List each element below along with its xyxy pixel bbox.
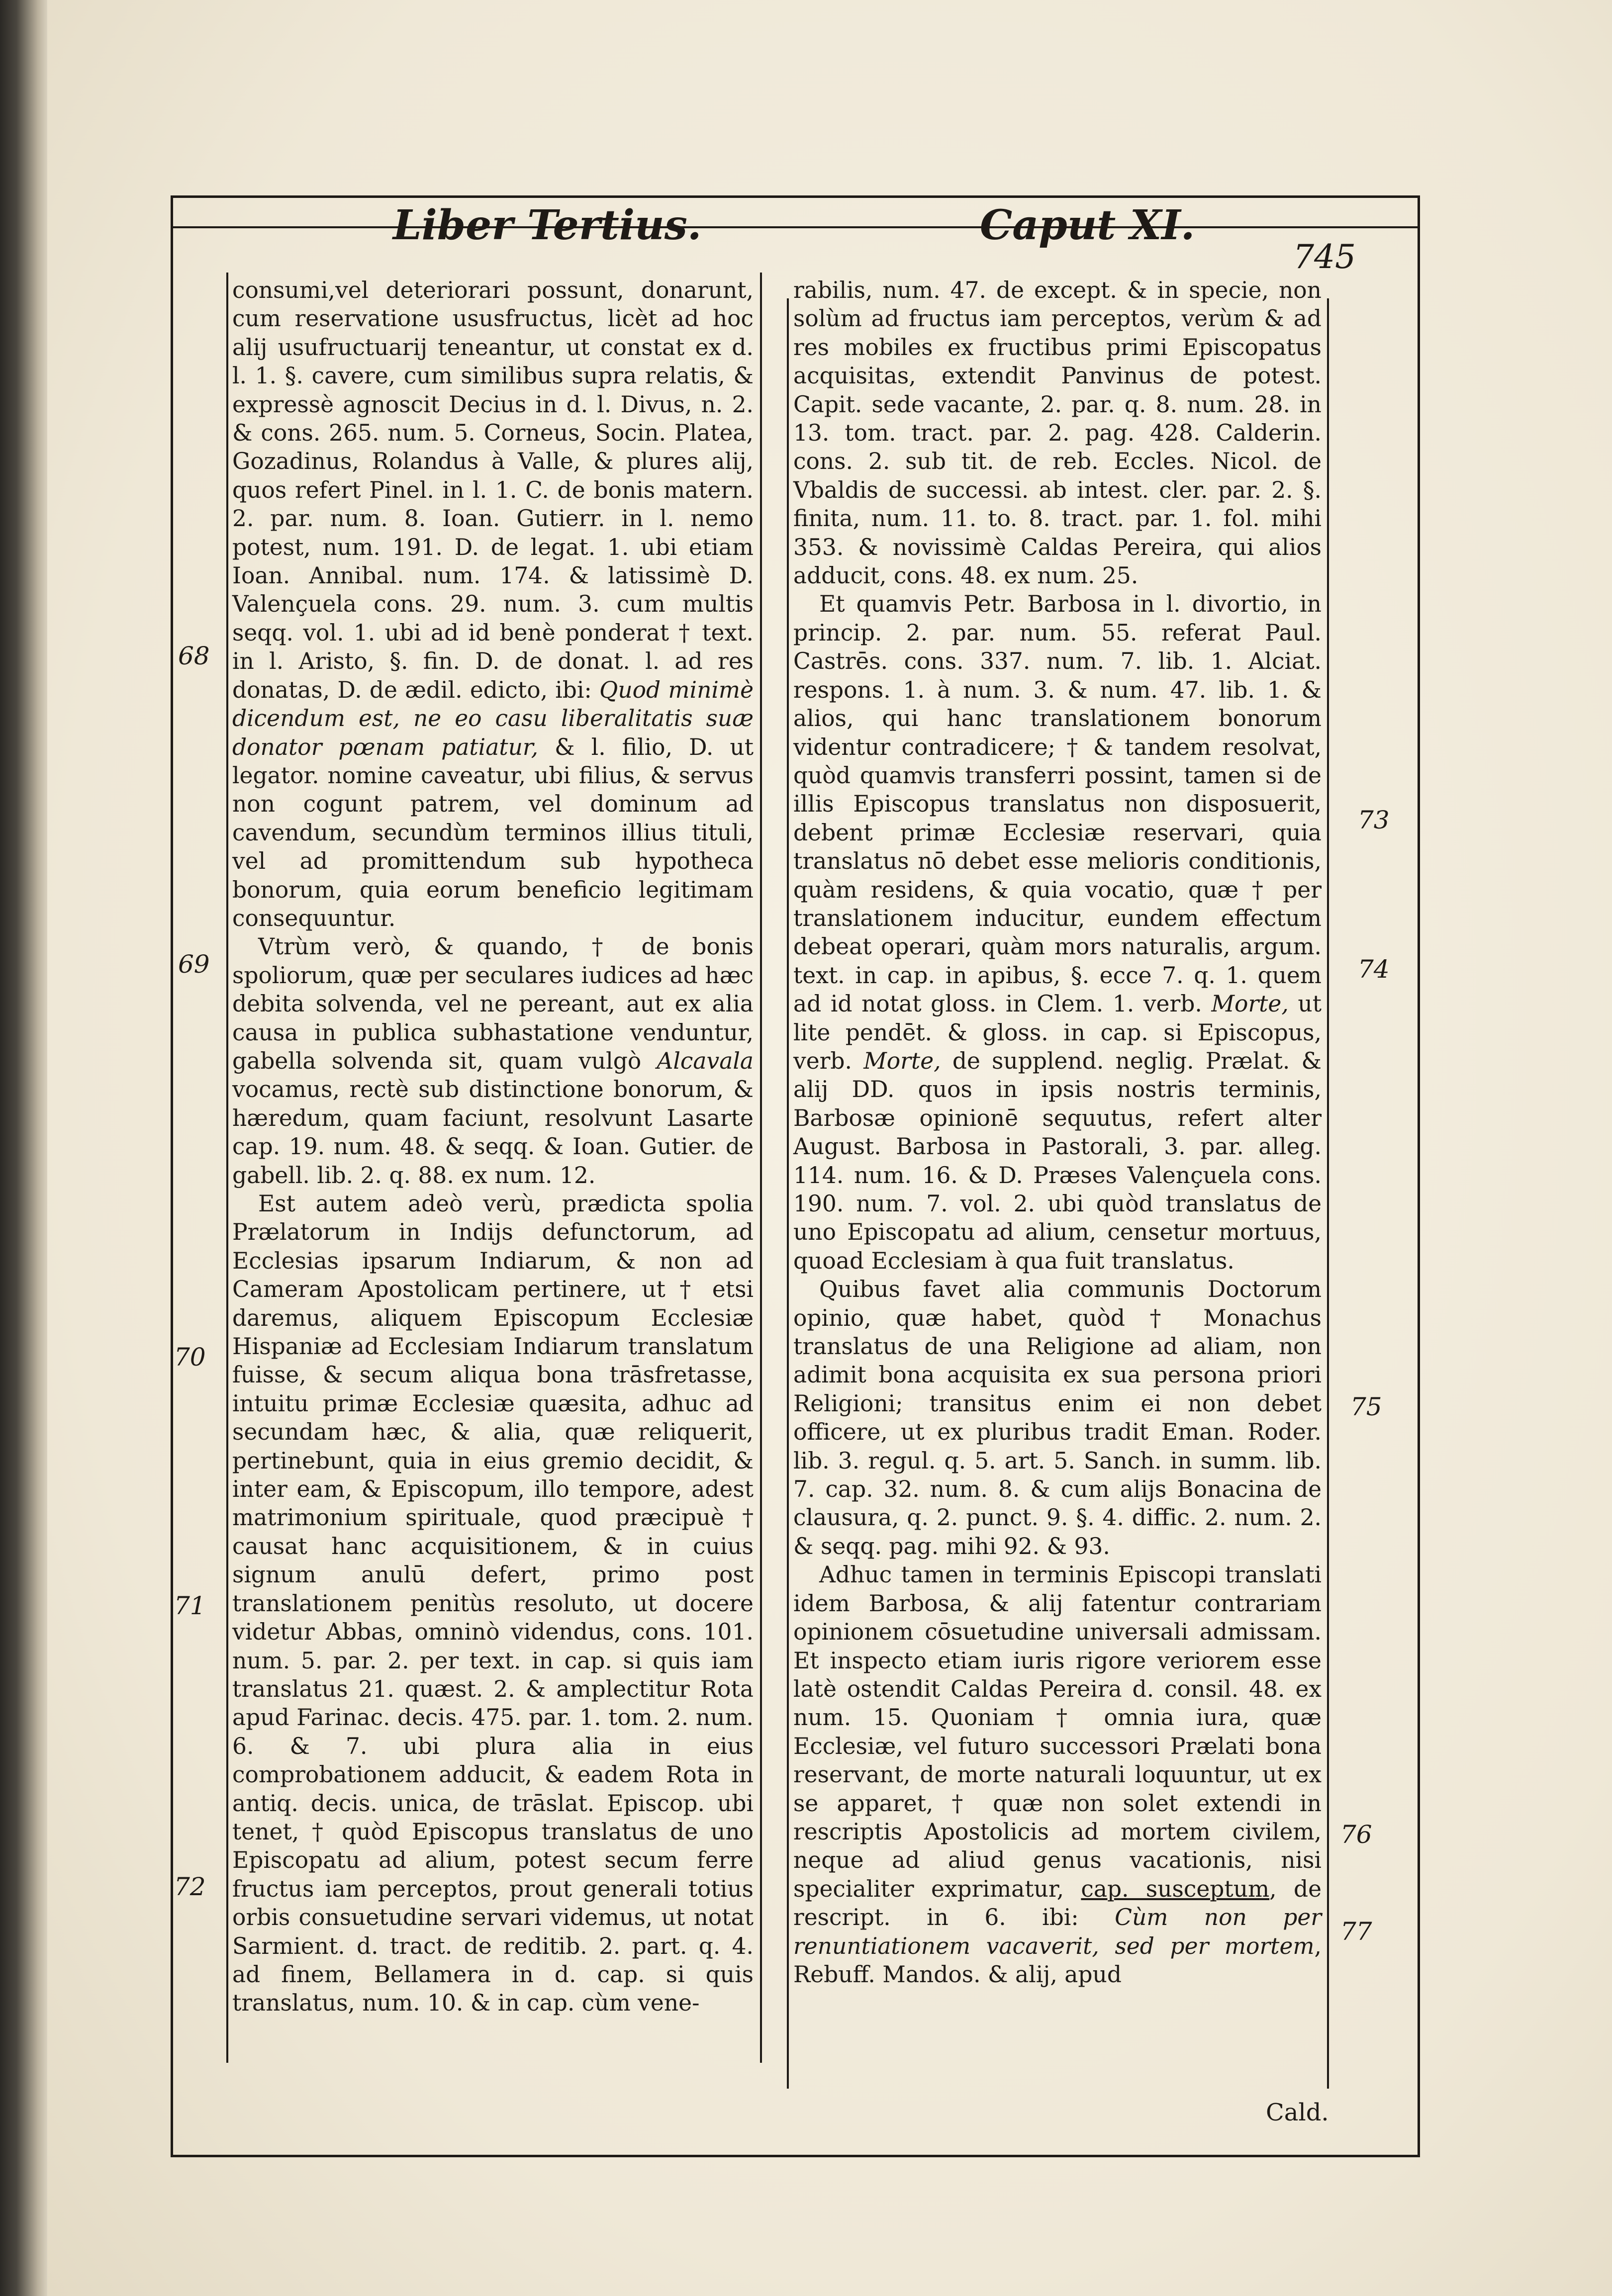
left-p1-italic: Quod minimè dicendum est, ne eo casu liberalitatis suæ donator pœnam patiatur, <box>232 676 754 760</box>
margin-number-69: 69 <box>178 950 210 979</box>
right-p4-underlined: cap. susceptum <box>1081 1875 1270 1902</box>
left-column-rule <box>226 273 228 2063</box>
left-paragraph-3: Est autem adeò verù, prædicta spolia Prælatorum in Indijs defunctorum, ad Ecclesias ipsarum Indiarum, & non ad Cameram Apostolicam pertinere, ut † etsi daremus, aliquem Episcopum Ecclesiæ Hispaniæ ad Ecclesiam Indiarum translatum fuisse, & secum aliqua bona trāsfretasse, intuitu primæ Ecclesiæ quæsita, adhuc ad secundam hæc, & alia, quæ reliquerit, pertinebunt, quia in eius gremio decidit, & inter eam, & Episcopum, illo tempore, adest matrimonium spirituale, quod præcipuè † causat hanc acquisitionem, & in cuius signum anulū defert, primo post translationem penitùs resoluto, ut docere videtur Abbas, omninò videndus, cons. 101. num. 5. par. 2. per text. in cap. si quis iam translatus 21. quæst. 2. & amplectitur Rota apud Farinac. decis. 475. par. 1. tom. 2. num. 6. & 7. ubi plura alia in eius comprobationem adducit, & eadem Rota in antiq. decis. unica, de trāslat. Episcop. ubi tenet, † quòd Episcopus translatus de uno Episcopatu ad alium, potest secum ferre fructus iam perceptos, prout generali totius orbis consuetudine servari videmus, ut notat Sarmient. d. tract. de reditib. 2. part. q. 4. ad finem, Bellamera in d. cap. si quis translatus, num. 10. & in cap. cùm vene- <box>232 1191 754 2017</box>
margin-number-68: 68 <box>178 642 210 670</box>
margin-number-76: 76 <box>1340 1820 1372 1849</box>
margin-number-75: 75 <box>1350 1392 1382 1421</box>
right-p2-italic-2: Morte, <box>863 1047 941 1074</box>
margin-number-73: 73 <box>1358 806 1390 834</box>
right-p2-c: de supplend. neglig. Prælat. & alij DD. quos in ipsis nostris terminis, Barbosæ opinionē sequutus, refert alter August. Barbosa in Pastorali, 3. par. alleg. 114. num. 16. & D. Præses Valençuela cons. 190. num. 7. vol. 2. ubi quòd translatus de uno Episcopatu ad alium, censetur mortuus, quoad Ecclesiam à qua fuit translatus. <box>793 1047 1322 1274</box>
left-p2-b: vocamus, rectè sub distinctione bonorum, & hæredum, quam faciunt, resolvunt Lasarte cap. 19. num. 48. & seqq. & Ioan. Gutier. de gabell. lib. 2. q. 88. ex num. 12. <box>232 1076 754 1189</box>
book-spine <box>0 0 47 2296</box>
right-paragraph-4 <box>793 1561 1322 1989</box>
right-p2-text: Et quamvis Petr. Barbosa in l. divortio, in princip. 2. par. num. 55. referat Paul. Castrēs. cons. 337. num. 7. lib. 1. Alciat. respons. 1. à num. 3. & num. 47. lib. 1. & alios, qui hanc translationem bonorum videntur contradicere; † & tandem resolvat, quòd quamvis transferri possint, tamen si de illis Episcopus translatus non disposuerit, debent primæ Ecclesiæ reservari, quia translatus nō debet esse melioris conditionis, quàm residens, & quia vocatio, quæ † per translationem inducitur, eundem effectum debeat operari, quàm mors naturalis, argum. text. in cap. in apibus, §. ecce 7. q. 1. quem ad id notat gloss. in Clem. 1. verb. <box>793 591 1322 1017</box>
right-p4-a: Adhuc tamen in terminis Episcopi translati idem Barbosa, & alij fatentur contrariam opinionem cōsuetudine universali admissam. Et inspecto etiam iuris rigore veriorem esse latè ostendit Caldas Pereira d. consil. 48. ex num. 15. Quoniam † omnia iura, quæ Ecclesiæ, vel futuro successori Prælati bona reservant, de morte naturali loquuntur, ut ex se apparet, † quæ non solet extendi in rescriptis Apostolicis ad mortem civilem, neque ad aliud genus vacationis, nisi specialiter exprimatur, <box>793 1561 1322 1902</box>
right-p2-italic-1: Morte, <box>1211 991 1289 1017</box>
center-rule-left <box>760 273 762 2063</box>
left-paragraph-2 <box>232 932 754 1190</box>
right-paragraph-1: rabilis, num. 47. de except. & in specie, non solùm ad fructus iam perceptos, verùm & ad res mobiles ex fructibus primi Episcopatus acquisitas, extendit Panvinus de potest. Capit. sede vacante, 2. par. q. 8. num. 28. in 13. tom. tract. par. 2. pag. 428. Calderin. cons. 2. sub tit. de reb. Eccles. Nicol. de Vbaldis de successi. ab intest. cler. par. 2. §. finita, num. 11. to. 8. tract. par. 1. fol. mihi 353. & novissimè Caldas Pereira, qui alios adducit, cons. 48. ex num. 25. <box>793 277 1322 589</box>
right-p4-c: , Rebuff. Mandos. & alij, apud <box>793 1932 1322 1988</box>
right-p4-b: , de rescript. in 6. ibi: <box>793 1875 1322 1931</box>
margin-number-70: 70 <box>174 1343 206 1372</box>
folio-number: 745 <box>1293 238 1356 276</box>
margin-number-71: 71 <box>174 1591 206 1620</box>
left-p1-text: consumi,vel deteriorari possunt, donarunt, cum reservatione ususfructus, licèt ad hoc alij usufructuarij teneantur, ut constat ex d. l. 1. §. cavere, cum similibus supra relatis, & expressè agnoscit Decius in d. l. Divus, n. 2. & cons. 265. num. 5. Corneus, Socin. Platea, Gozadinus, Rolandus à Valle, & plures alij, quos refert Pinel. in l. 1. C. de bonis matern. 2. par. num. 8. Ioan. Gutierr. in l. nemo potest, num. 191. D. de legat. 1. ubi etiam Ioan. Annibal. num. 174. & latissimè D. Valençuela cons. 29. num. 3. cum multis seqq. vol. 1. ubi ad id benè ponderat † text. in l. Aristo, §. fin. D. de donat. l. ad res donatas, D. de ædil. edicto, ibi: <box>232 277 754 703</box>
right-column-rule <box>1327 298 1329 2089</box>
right-p4-italic: Cùm non per renuntiationem vacaverit, sed per mortem <box>793 1904 1322 1959</box>
center-rule-right <box>787 298 789 2089</box>
left-paragraph-1 <box>232 276 754 932</box>
left-text-column <box>232 276 754 2018</box>
margin-number-72: 72 <box>174 1872 206 1901</box>
right-paragraph-2 <box>793 590 1322 1275</box>
left-p2-italic: Alcavala <box>657 1047 754 1074</box>
running-title-left: Liber Tertius. <box>393 201 702 249</box>
left-p1-end: & l. filio, D. ut legator. nomine caveatur, ubi filius, & servus non cogunt patrem, vel dominum ad cavendum, secundùm terminos illius tituli, vel ad promittendum sub hypotheca bonorum, quia eorum beneficio legitimam consequuntur. <box>232 734 754 931</box>
running-title-right: Caput XI. <box>980 201 1195 249</box>
left-p2-a: Vtrùm verò, & quando, † de bonis spoliorum, quæ per seculares iudices ad hæc debita solvenda, vel ne pereant, aut ex alia causa in publica subhastatione venduntur, gabella solvenda sit, quam vulgò <box>232 933 754 1074</box>
catchword: Cald. <box>1266 2099 1329 2126</box>
margin-number-77: 77 <box>1340 1917 1372 1946</box>
right-paragraph-3: Quibus favet alia communis Doctorum opinio, quæ habet, quòd † Monachus translatus de una Religione ad aliam, non adimit bona acquisita ex sua persona priori Religioni; transitus enim ei non debet officere, ut ex pluribus tradit Eman. Roder. lib. 3. regul. q. 5. art. 5. Sanch. in summ. lib. 7. cap. 32. num. 8. & cum alijs Bonacina de clausura, q. 2. punct. 9. §. 4. diffic. 2. num. 2. & seqq. pag. mihi 92. & 93. <box>793 1276 1322 1560</box>
margin-number-74: 74 <box>1358 955 1390 984</box>
right-p2-b: ut lite pendēt. & gloss. in cap. si Episcopus, verb. <box>793 991 1322 1074</box>
right-text-column <box>793 276 1322 1989</box>
header-rule <box>171 226 1420 228</box>
